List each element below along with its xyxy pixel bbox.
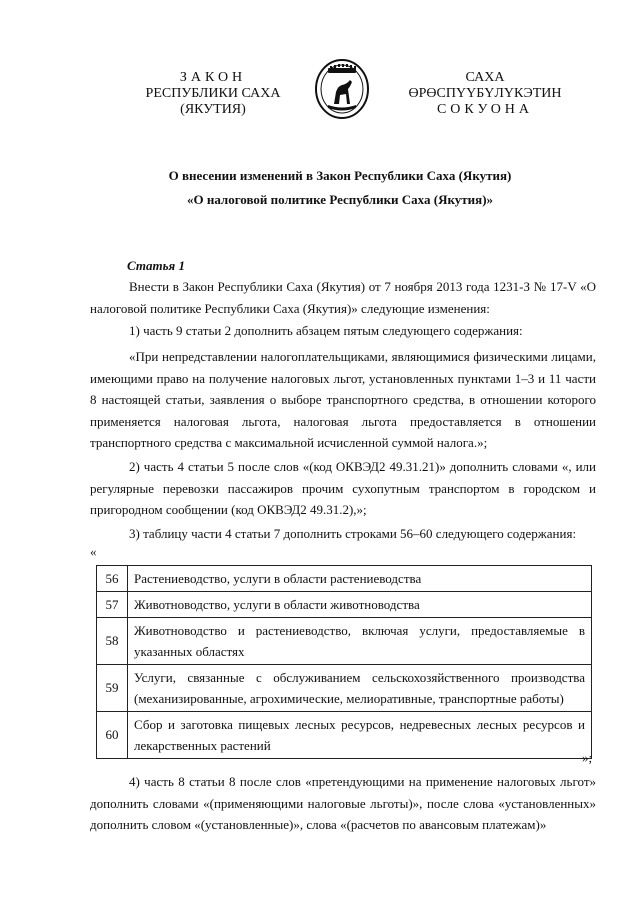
table-cell-number: 57	[97, 592, 128, 618]
article-item-1: 1) часть 9 статьи 2 дополнить абзацем пятым следующего содержания:	[129, 323, 523, 338]
table-open-quote: «	[90, 544, 97, 559]
table-cell-text: Услуги, связанные с обслуживанием сельскохозяйственного производства (механизированные, агрохимические, мелиоративные, транспортные работы)	[128, 665, 592, 712]
table-cell-text: Животноводство, услуги в области животноводства	[128, 592, 592, 618]
table-row	[97, 712, 592, 759]
header-republic-label: РЕСПУБЛИКИ САХА (ЯКУТИЯ)	[145, 86, 281, 117]
article-quote-text: «При непредставлении налогоплательщиками, являющимися физическими лицами, имеющими право на получение налоговых льгот, установленных пунктами 1–3 и 11 части 8 настоящей статьи, заявления о выборе транспортного средства, в отношении которого применяется налоговая льгота, налоговая льгота предоставляется в отношении транспортного средства с максимальной исчисленной суммой налога.»;	[90, 349, 596, 450]
table-cell-text: Растениеводство, услуги в области растениеводства	[128, 566, 592, 592]
table-row	[97, 566, 592, 592]
header-left	[118, 70, 308, 118]
document-title-line1: О внесении изменений в Закон Республики Саха (Якутия)	[168, 168, 512, 183]
table-cell-number: 59	[97, 665, 128, 712]
table-row	[97, 592, 592, 618]
article-item-3: 3) таблицу части 4 статьи 7 дополнить строками 56–60 следующего содержания:	[129, 526, 577, 541]
document-title-line2: «О налоговой политике Республики Саха (Якутия)»	[186, 192, 494, 207]
header-law-label-yakut: СОКУОНА	[436, 102, 534, 117]
table-cell-number: 58	[97, 618, 128, 665]
header-republic-label-yakut: САХА ӨРӨСПҮҮБҮЛҮКЭТИН	[408, 70, 562, 101]
table-close-quote: »;	[582, 750, 593, 765]
activities-table	[96, 565, 592, 759]
article-item-2: 2) часть 4 статьи 5 после слов «(код ОКВЭД2 49.31.21)» дополнить словами «, или регулярные перевозки пассажиров прочим сухопутным транспортом в городском и пригородном сообщении (код ОКВЭД2 49.31.2),»;	[90, 459, 596, 517]
table-cell-number: 60	[97, 712, 128, 759]
header-law-label: ЗАКОН	[179, 70, 247, 85]
coat-of-arms-icon	[314, 58, 370, 120]
table-row	[97, 618, 592, 665]
article-item-4: 4) часть 8 статьи 8 после слов «претендующими на применение налоговых льгот» дополнить словами «(применяющими налоговые льготы)», после слова «установленных» дополнить словом «(установленные)», слова «(расчетов по авансовым платежам)»	[90, 774, 596, 832]
article-heading: Статья 1	[127, 258, 185, 273]
table-row	[97, 665, 592, 712]
article-paragraph-intro: Внести в Закон Республики Саха (Якутия) от 7 ноября 2013 года 1231-З № 17-V «О налоговой политике Республики Саха (Якутия)» следующие изменения:	[90, 279, 596, 316]
header-right	[400, 70, 570, 118]
table-cell-text: Сбор и заготовка пищевых лесных ресурсов, недревесных лесных ресурсов и лекарственных растений	[128, 712, 592, 759]
table-cell-text: Животноводство и растениеводство, включая услуги, предоставляемые в указанных областях	[128, 618, 592, 665]
table-cell-number: 56	[97, 566, 128, 592]
